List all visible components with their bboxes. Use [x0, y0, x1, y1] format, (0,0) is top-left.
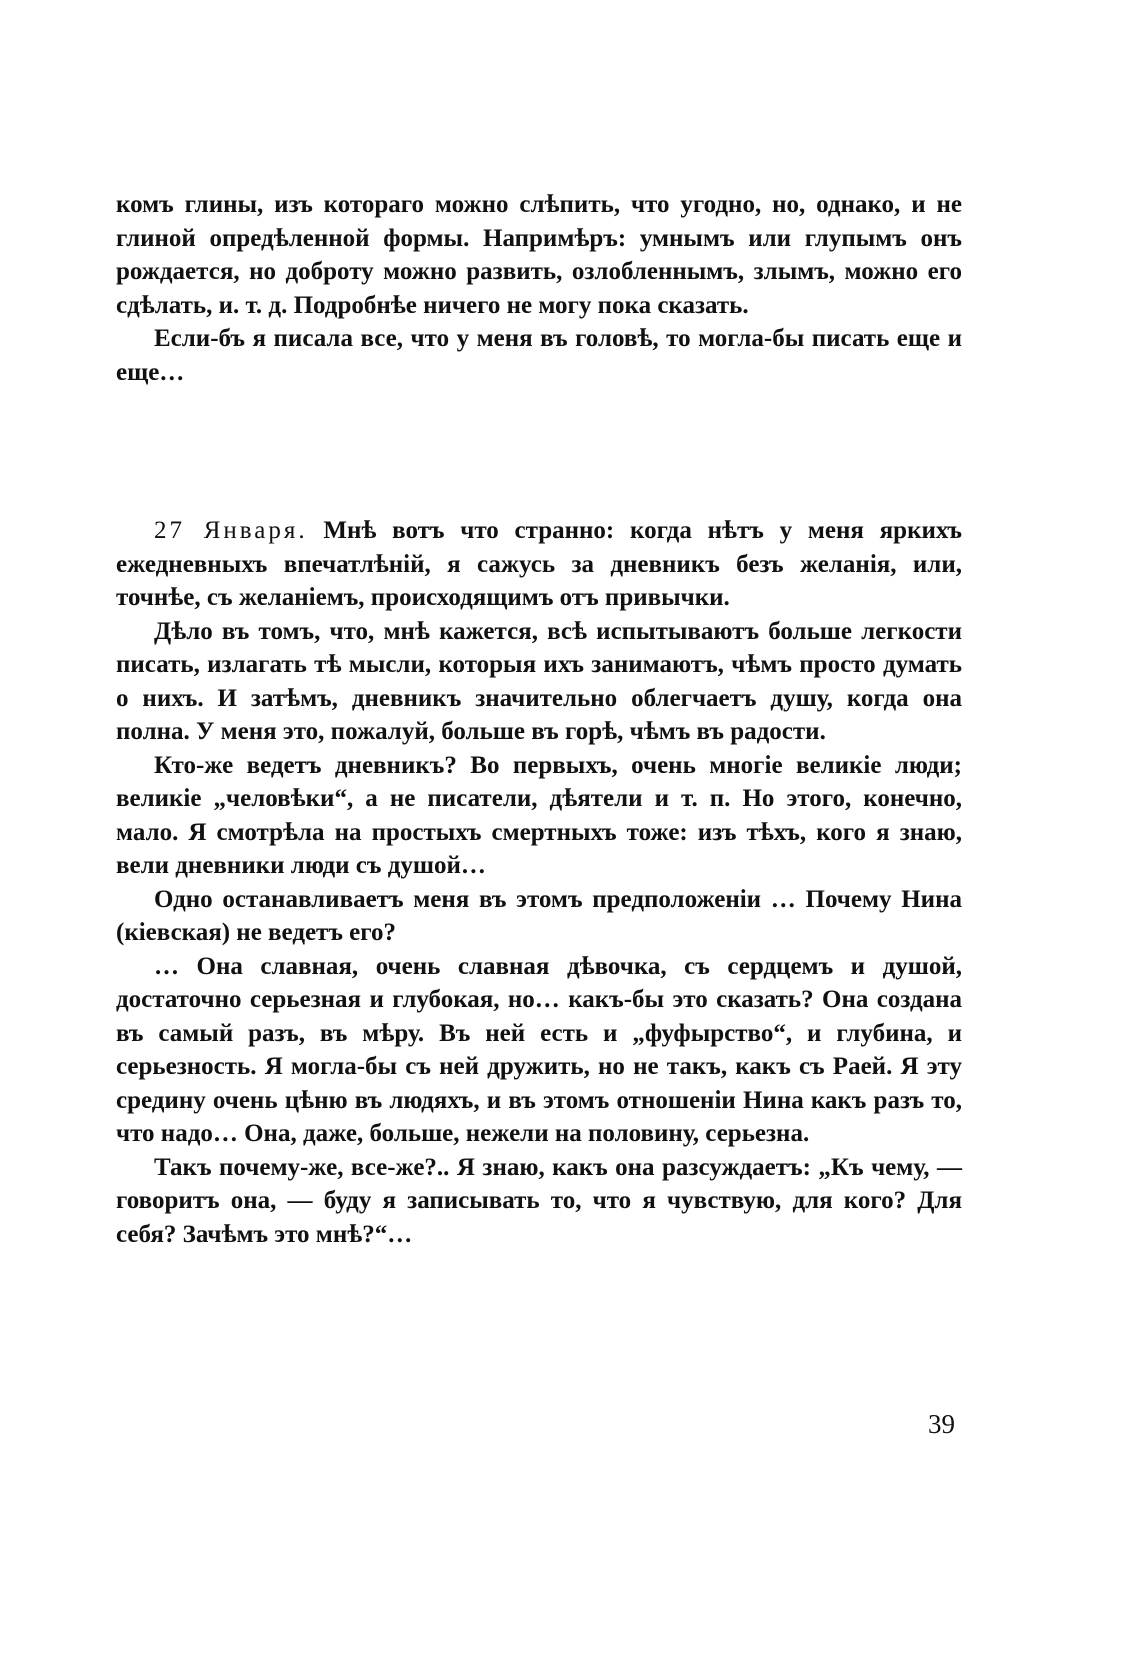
paragraph: … Она славная, очень славная дѣвочка, съ сердцемъ и душой, достаточно серьезная и глубокая, но… какъ-бы это сказать? Она создана въ самый разъ, въ мѣру. Въ ней есть и „фуфырство“, и глубина, и серьезность. Я могла-бы съ ней дружить, но не такъ, какъ съ Раей. Я эту средину очень цѣню въ людяхъ, и въ этомъ отношеніи Нина какъ разъ то, что надо… Она, даже, больше, нежели на половину, серьезна. — [116, 952, 962, 1147]
paragraph: Кто-же ведетъ дневникъ? Во первыхъ, очень многіе великіе люди; великіе „человѣки“, а не писатели, дѣятели и т. п. Но этого, конечно, мало. Я смотрѣла на простыхъ смертныхъ тоже: изъ тѣхъ, кого я знаю, вели дневники люди съ душой… — [116, 751, 962, 879]
entry-date: 27 Января. — [154, 517, 308, 544]
page-number: 39 — [928, 1409, 955, 1439]
diary-entry — [116, 514, 962, 1251]
entry-first-paragraph-text: Мнѣ вотъ что странно: когда нѣтъ у меня яркихъ ежедневныхъ впечатлѣній, я сажусь за дневникъ безъ желанія, или, точнѣе, съ желаніемъ, происходящимъ отъ привычки. — [116, 517, 962, 611]
entry-first-paragraph — [116, 514, 962, 615]
paragraph: Если-бъ я писала все, что у меня въ головѣ, то могла-бы писать еще и еще… — [116, 325, 962, 386]
paragraph: комъ глины, изъ котораго можно слѣпить, что угодно, но, однако, и не глиной опредѣленной формы. Напримѣръ: умнымъ или глупымъ онъ рождается, но доброту можно развить, озлобленнымъ, злымъ, можно его сдѣлать, и. т. д. Подробнѣе ничего не могу пока сказать. — [116, 191, 962, 319]
paragraph: Одно останавливаетъ меня въ этомъ предположеніи … Почему Нина (кіевская) не ведетъ его? — [116, 885, 962, 946]
paragraph: Дѣло въ томъ, что, мнѣ кажется, всѣ испытываютъ больше легкости писать, излагать тѣ мысли, которыя ихъ занимаютъ, чѣмъ просто думать о нихъ. И затѣмъ, дневникъ значительно облегчаетъ душу, когда она полна. У меня это, пожалуй, больше въ горѣ, чѣмъ въ радости. — [116, 617, 962, 745]
text-block-continuation — [116, 188, 962, 389]
paragraph: Такъ почему-же, все-же?.. Я знаю, какъ она разсуждаетъ: „Къ чему, — говоритъ она, — буду я записывать то, что я чувствую, для кого? Для себя? Зачѣмъ это мнѣ?“… — [116, 1153, 962, 1248]
